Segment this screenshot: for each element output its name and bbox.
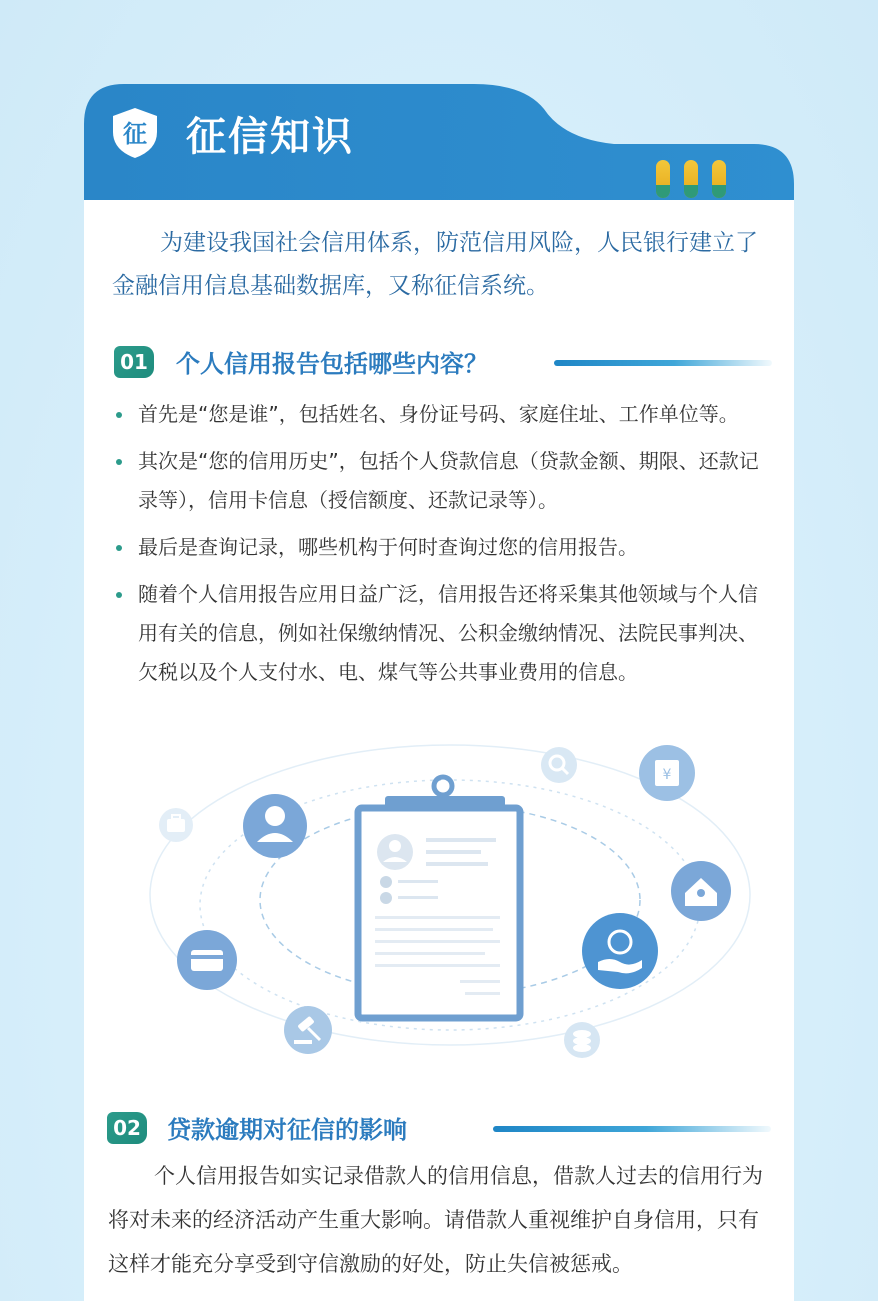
shield-icon <box>110 106 160 160</box>
credit-impact-paragraph: 个人信用报告如实记录借款人的信用信息，借款人过去的信用行为将对未来的经济活动产生重大影响。请借款人重视维护自身信用，只有这样才能充分享受到守信激励的好处，防止失信被惩戒。 <box>108 1164 763 1276</box>
clipboard-report-icon <box>358 777 520 1018</box>
search-icon <box>541 747 577 783</box>
list-item: 首先是“您是谁”，包括姓名、身份证号码、家庭住址、工作单位等。 <box>112 395 772 434</box>
bulb-icon <box>712 160 726 198</box>
section-title: 个人信用报告包括哪些内容？ <box>176 350 488 378</box>
gavel-icon <box>284 1006 332 1054</box>
list-item: 最后是查询记录，哪些机构于何时查询过您的信用报告。 <box>112 528 772 567</box>
credit-card-icon <box>177 930 237 990</box>
bulb-icon <box>684 160 698 198</box>
list-item: 其次是“您的信用历史”，包括个人贷款信息（贷款金额、期限、还款记录等），信用卡信息（授信额度、还款记录等）。 <box>112 442 772 520</box>
section-divider-line <box>554 360 772 366</box>
section-number-badge: 02 <box>107 1112 147 1144</box>
credit-report-illustration <box>130 730 770 1070</box>
briefcase-icon <box>159 808 193 842</box>
hand-coin-icon <box>582 913 658 989</box>
section-header-02 <box>107 1110 772 1150</box>
section-number-badge: 01 <box>114 346 154 378</box>
user-icon <box>243 794 307 858</box>
svg-text:¥: ¥ <box>662 767 672 783</box>
shield-badge-char: 征 <box>123 120 147 148</box>
intro-paragraph: 为建设我国社会信用体系，防范信用风险，人民银行建立了金融信用信息基础数据库，又称征信系统。 <box>112 230 758 299</box>
coins-icon <box>564 1022 600 1058</box>
section-header-01 <box>114 344 774 384</box>
bill-icon <box>639 745 695 801</box>
section-divider-line <box>493 1126 771 1132</box>
bulb-icon <box>656 160 670 198</box>
home-icon <box>671 861 731 921</box>
page-title: 征信知识 <box>186 114 354 160</box>
list-item: 随着个人信用报告应用日益广泛，信用报告还将采集其他领域与个人信用有关的信息，例如社保缴纳情况、公积金缴纳情况、法院民事判决、欠税以及个人支付水、电、煤气等公共事业费用的信息。 <box>112 575 772 692</box>
section-title: 贷款逾期对征信的影响 <box>167 1116 407 1144</box>
report-contents-list <box>112 395 772 700</box>
